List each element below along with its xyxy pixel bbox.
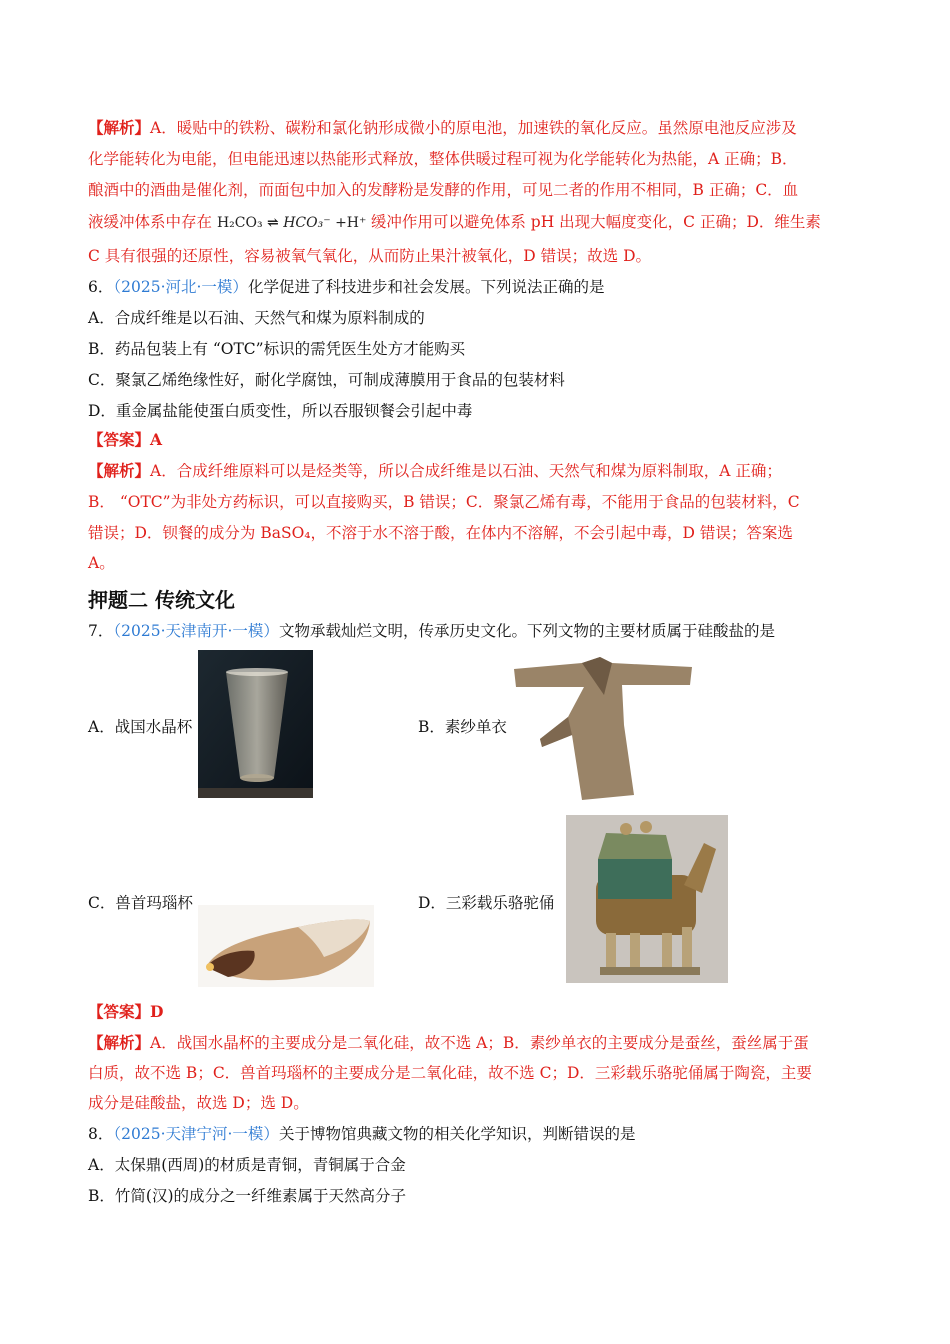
q7-option-d: D．三彩载乐骆驼俑: [418, 894, 555, 912]
q5-analysis-line4: 液缓冲体系中存在 H₂CO₃ ⇌ HCO₃⁻ +H⁺ 缓冲作用可以避免体系 pH 出现大幅度变化，C 正确；D．维生素: [88, 213, 821, 231]
q6-option-b: B．药品包装上有 “OTC”标识的需凭医生处方才能购买: [88, 340, 466, 358]
q7-option-a: A．战国水晶杯: [88, 718, 193, 736]
chemical-equation: H₂CO₃ ⇌ HCO₃⁻ +H⁺: [216, 215, 367, 231]
q6-option-a: A．合成纤维是以石油、天然气和煤为原料制成的: [88, 309, 425, 327]
q6-analysis-line2: B． “OTC”为非处方药标识，可以直接购买，B 错误；C．聚氯乙烯有毒，不能用于食品的包装材料，C: [88, 493, 800, 511]
section-heading: 押题二 传统文化: [88, 588, 235, 612]
q6-stem: 6．（2025·河北·一模）化学促进了科技进步和社会发展。下列说法正确的是: [88, 278, 605, 296]
agate-cup-image: [198, 905, 374, 987]
silk-robe-image: [512, 655, 694, 800]
q6-analysis-line3: 错误；D．钡餐的成分为 BaSO₄，不溶于水不溶于酸，在体内不溶解，不会引起中毒，D 错误；答案选: [88, 524, 793, 542]
q6-option-d: D．重金属盐能使蛋白质变性，所以吞服钡餐会引起中毒: [88, 402, 473, 420]
q5-analysis-line5: C 具有很强的还原性，容易被氧气氧化，从而防止果汁被氧化，D 错误；故选 D。: [88, 247, 651, 265]
q6-source: （2025·河北·一模）: [113, 278, 248, 296]
q7-analysis-line1: 【解析】A．战国水晶杯的主要成分是二氧化硅，故不选 A；B．素纱单衣的主要成分是蚕丝，蚕丝属于蛋: [88, 1033, 809, 1052]
crystal-cup-image: [198, 650, 313, 798]
q7-analysis-line3: 成分是硅酸盐，故选 D；选 D。: [88, 1094, 309, 1112]
q6-answer: 【答案】A: [88, 430, 163, 449]
q7-stem: 7．（2025·天津南开·一模）文物承载灿烂文明，传承历史文化。下列文物的主要材质属于硅酸盐的是: [88, 622, 775, 640]
q7-answer: 【答案】D: [88, 1002, 164, 1021]
tricolor-camel-image: [566, 815, 728, 983]
q5-analysis-line2: 化学能转化为电能，但电能迅速以热能形式释放，整体供暖过程可视为化学能转化为热能，A 正确；B．: [88, 150, 798, 168]
q5-analysis-line3: 酿酒中的酒曲是催化剂，而面包中加入的发酵粉是发酵的作用，可见二者的作用不相同，B 正确；C．血: [88, 181, 799, 199]
q8-option-b: B．竹简(汉)的成分之一纤维素属于天然高分子: [88, 1187, 406, 1205]
q7-source: （2025·天津南开·一模）: [113, 622, 279, 640]
q6-option-c: C．聚氯乙烯绝缘性好，耐化学腐蚀，可制成薄膜用于食品的包装材料: [88, 371, 565, 389]
q8-source: （2025·天津宁河·一模）: [113, 1125, 279, 1143]
analysis-tag: 【解析】: [88, 118, 151, 137]
q8-option-a: A．太保鼎(西周)的材质是青铜，青铜属于合金: [88, 1156, 406, 1174]
q7-option-b: B．素纱单衣: [418, 718, 507, 736]
q6-analysis-line1: 【解析】A．合成纤维原料可以是烃类等，所以合成纤维是以石油、天然气和煤为原料制取，A 正确；: [88, 461, 782, 480]
q7-option-c: C．兽首玛瑙杯: [88, 894, 193, 912]
q6-analysis-line4: A。: [88, 554, 115, 572]
q5-analysis-line1: 【解析】A．暖贴中的铁粉、碳粉和氯化钠形成微小的原电池，加速铁的氧化反应。虽然原电池反应涉及: [88, 118, 797, 137]
q7-analysis-line2: 白质，故不选 B；C．兽首玛瑙杯的主要成分是二氧化硅，故不选 C；D．三彩载乐骆驼俑属于陶瓷，主要: [88, 1064, 812, 1082]
q8-stem: 8．（2025·天津宁河·一模）关于博物馆典藏文物的相关化学知识，判断错误的是: [88, 1125, 636, 1143]
